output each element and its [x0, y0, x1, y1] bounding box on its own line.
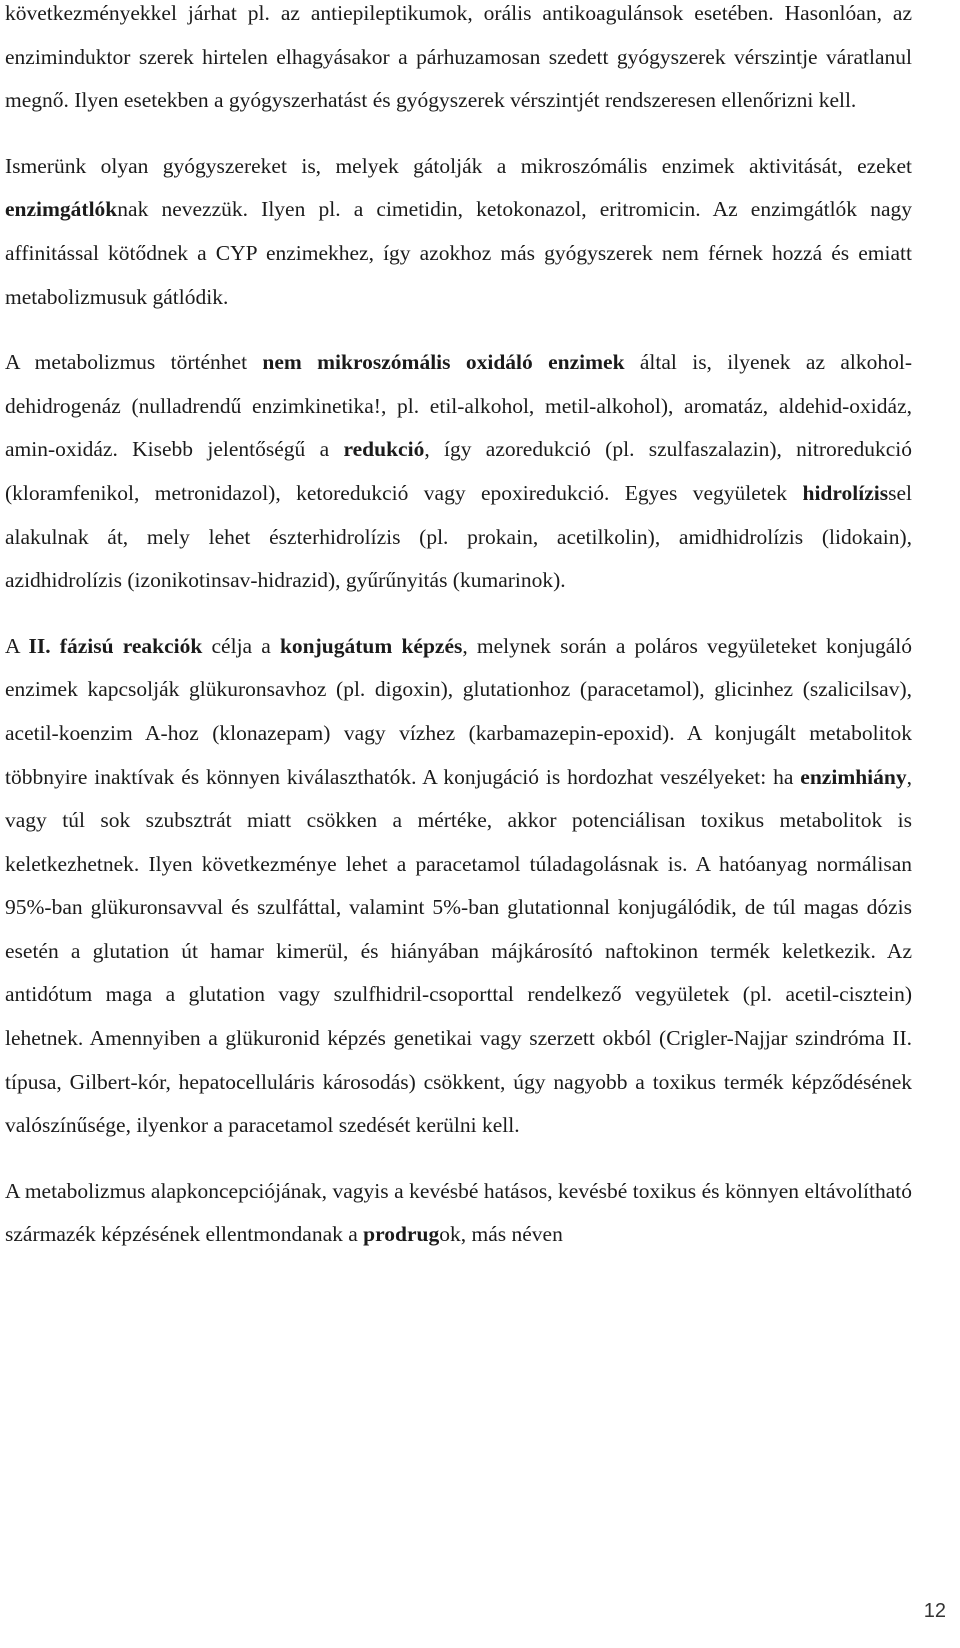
bold-term-phase-two: II. fázisú reakciók [28, 633, 203, 658]
paragraph-gap [5, 1148, 912, 1170]
bold-term-non-microsomal-enzymes: nem mikroszómális oxidáló enzimek [262, 350, 625, 375]
text-segment: A [5, 633, 29, 658]
text-segment: következményekkel járhat pl. az antiepileptikumok, orális antikoagulánsok esetében. Hasonlóan, az enziminduktor szerek hirtelen elhagyásakor a párhuzamosan szedett gyógyszerek vérszintje váratlanul megnő. Ilyen esetekben a gyógyszerhatást és gyógyszerek vérszintjét rendszeresen ellenőrizni kell. [5, 1, 912, 113]
text-segment: , melynek során a poláros vegyületeket konjugáló enzimek kapcsolják glükuronsavhoz (pl. digoxin), glutationhoz (paracetamol), glicinhez (szalicilsav), acetil-koenzim A-hoz (klonazepam) vagy vízhez (karbamazepin-epoxid). A konjugált metabolitok többnyire inaktívak és könnyen kiválaszthatók. A konjugáció is hordozhat veszélyeket: ha [5, 633, 912, 789]
text-segment: nak nevezzük. Ilyen pl. a cimetidin, ketokonazol, eritromicin. Az enzimgátlók nagy affinitással kötődnek a CYP enzimekhez, így azokhoz más gyógyszerek nem férnek hozzá és emiatt metabolizmusuk gátlódik. [5, 197, 912, 309]
text-segment: által is, ilyenek az alkohol-dehidrogenáz (nulladrendű enzimkinetika!, pl. etil-alkohol, metil-alkohol), aromatáz, aldehid-oxidáz, amin-oxidáz. Kisebb jelentőségű a [5, 350, 912, 462]
paragraph-gap [5, 603, 912, 625]
text-segment: , így azoredukció (pl. szulfaszalazin), nitroredukció (kloramfenikol, metronidazol), ketoredukció vagy epoxiredukció. Egyes vegyületek [5, 437, 913, 505]
text-segment: sel alakulnak át, mely lehet észterhidrolízis (pl. prokain, acetilkolin), amidhidrolízis (lidokain), azidhidrolízis (izonikotinsav-hidrazid), gyűrűnyitás (kumarinok). [5, 480, 912, 593]
paragraph-prodrugs [5, 1170, 912, 1257]
text-segment: , vagy túl sok szubsztrát miatt csökken a mértéke, akkor potenciálisan toxikus metabolitok is keletkezhetnek. Ilyen következménye lehet a paracetamol túladagolásnak is. A hatóanyag normálisan 95%-ban glükuronsavval és szulfáttal, valamint 5%-ban glutationnal konjugálódik, de túl magas dózis esetén a glutation út hamar kimerül, és hiányában májkárosító naftokinon termék keletkezik. Az antidótum maga a glutation vagy szulfhidril-csoporttal rendelkező vegyületek (pl. acetil-cisztein) lehetnek. Amennyiben a glükuronid képzés genetikai vagy szerzett okból (Crigler-Najjar szindróma II. típusa, Gilbert-kór, hepatocelluláris károsodás) csökkent, úgy nagyobb a toxikus termék képződésének valószínűsége, ilyenkor a paracetamol szedését kerülni kell. [5, 764, 912, 1138]
bold-term-hidrolizis: hidrolízis [802, 480, 889, 505]
text-segment: Ismerünk olyan gyógyszereket is, melyek gátolják a mikroszómális enzimek aktivitását, ezeket [5, 153, 912, 178]
paragraph-gap [5, 319, 912, 341]
bold-term-enzimgatlok: enzimgátlók [5, 197, 118, 222]
text-segment: A metabolizmus alapkoncepciójának, vagyis a kevésbé hatásos, kevésbé toxikus és könnyen eltávolítható származék képzésének ellentmondanak a [5, 1178, 912, 1247]
bold-term-redukcio: redukció [343, 437, 425, 462]
text-segment: célja a [202, 633, 280, 658]
paragraph-enzyme-inhibitors [5, 145, 912, 319]
bold-term-enzimhiany: enzimhiány [800, 764, 907, 789]
page-number: 12 [923, 1600, 946, 1622]
paragraph-phase-two-reactions [5, 625, 912, 1148]
paragraph-enzyme-inductor-consequences [5, 0, 912, 123]
text-segment: ok, más néven [439, 1222, 563, 1247]
paragraph-non-microsomal-metabolism [5, 341, 912, 603]
bold-term-prodrug: prodrug [363, 1222, 440, 1247]
text-segment: A metabolizmus történhet [5, 350, 263, 375]
bold-term-konjugatum-kepzes: konjugátum képzés [279, 633, 463, 658]
paragraph-gap [5, 123, 912, 145]
